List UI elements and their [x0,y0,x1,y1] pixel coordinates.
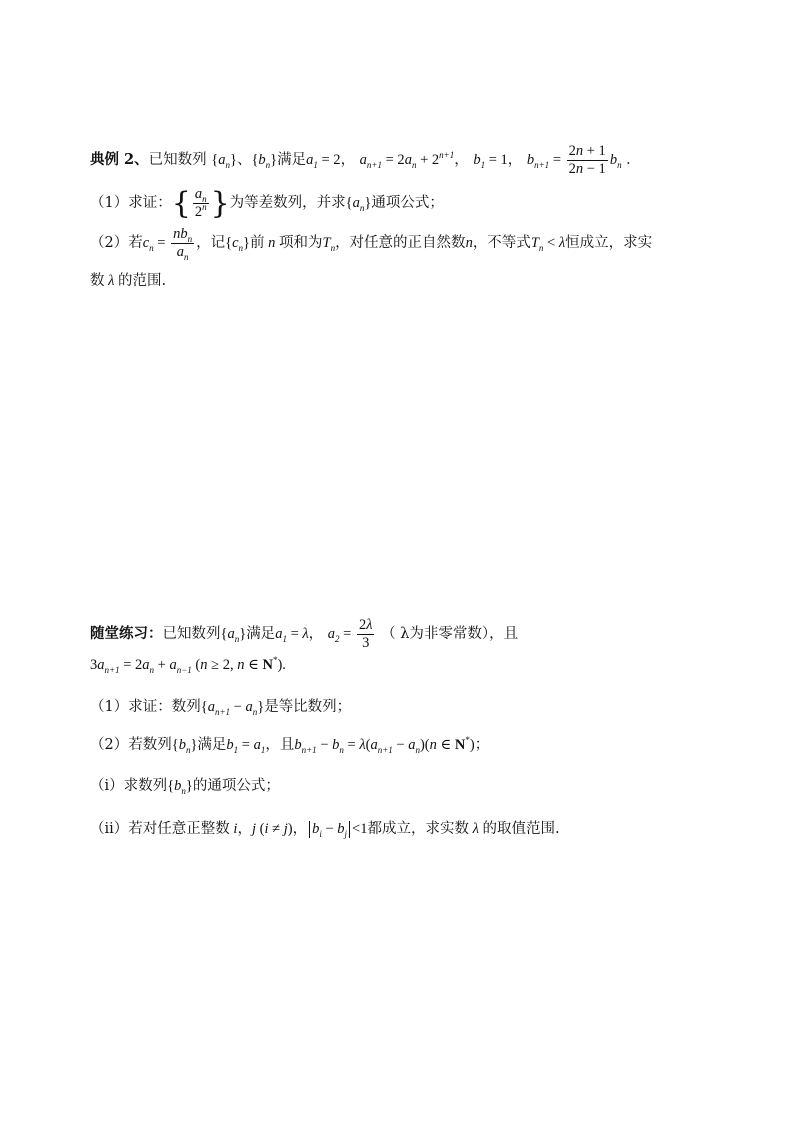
formula-seq-b: $\{b_n\}$ [251,151,278,170]
formula-seq-a-2: $\{a_n\}$ [345,194,372,213]
practice-line-1: 随堂练习：已知数列$\{a_n\}$满足$a_1 = \lambda$， $a_2$ = $\frac{2\lambda}{3}$ （ λ为非零常数），且 [90,617,519,651]
formula-inequality: $T_n < \lambda$ [530,234,566,253]
practice-recurrence [90,657,286,674]
practice-label: 随堂练习： [90,624,163,642]
formula-recurrence-b: $b_{n+1}$ = $\frac{2n + 1}{2n - 1}$ $b_n$ [526,143,622,177]
example-part-1: （1）求证：{ $\frac{a_n}{2^n}$ }为等差数列，并求$\{a_n\}$通项公式； [90,186,444,221]
formula-seq-a-p: $\{a_n\}$ [220,625,247,644]
formula-seq-b-p: $\{b_n\}$ [171,737,198,755]
formula-an-over-2n: { $\frac{a_n}{2^n}$ } [171,186,230,221]
formula-seq-a: $\{a_n\}$ [211,151,237,170]
formula-b-recurrence: $b_{n+1} - b_n = \lambda(a_{n+1} - a_n)(n$ ∈ N*) [294,735,475,755]
formula-i-neq-j: j (i ≠ j) [251,821,293,837]
formula-a1: $a_1 = 2$ [306,151,341,170]
practice-part-2: （2）若数列$\{b_n\}$满足$b_1 = a_1$，且$b_{n+1} - b_n = \lambda(a_{n+1} - a_n)(n$ ∈ N*)； [90,735,490,755]
formula-b1: $b_1 = 1$ [473,151,508,170]
example-part-2-line-2: 数 λ 的范围. [90,273,167,289]
formula-diff-seq: $\{a_{n+1} - a_n\}$ [200,699,265,717]
formula-a2: $a_2$ = $\frac{2\lambda}{3}$ [327,617,373,651]
example-line-1: 典例 2、已知数列 $\{a_n\}$、$\{b_n\}$满足$a_1 = 2$， $a_{n+1} = 2a_n + 2^{n+1}$， $b_1 = 1$， $b_{n+1}$ = $\frac{2n + 1}{2n - 1}$ $b_n$ ． [90,143,641,177]
formula-recurrence-practice: $3a_{n+1} = 2a_n + a_{n-1}$ (n ≥ 2, n ∈ N*). [90,655,286,675]
formula-recurrence-a: $a_{n+1} = 2a_n + 2^{n+1}$ [359,150,455,170]
formula-seq-b-p2: $\{b_n\}$ [167,778,193,796]
example-part-2: （2）若$c_n$ = $\frac{nb_n}{a_n}$ ，记$\{c_n\}$前 n 项和为$T_n$，对任意的正自然数n，不等式$T_n < \lambda$恒成立，求实 [90,226,653,262]
formula-cn: $c_n$ = $\frac{nb_n}{a_n}$ [142,226,193,262]
example-text: 已知数列 [148,151,207,168]
practice-sub-i: （i）求数列$\{b_n\}$的通项公式； [90,778,280,796]
example-label: 典例 2、 [90,150,149,168]
formula-b1-a1: $b_1 = a_1$ [226,737,266,755]
formula-abs-diff: $b_i - b_j <1$ [307,821,367,837]
formula-seq-c: $\{c_n\}$ [225,234,250,253]
practice-sub-ii: （ii）若对任意正整数 i，j (i ≠ j)， $b_i - b_j <1$都成立，求实数 λ 的取值范围. [90,821,560,839]
practice-part-1: （1）求证：数列$\{a_{n+1} - a_n\}$是等比数列； [90,699,352,717]
formula-a1-lambda: $a_1 = \lambda$ [275,625,309,644]
